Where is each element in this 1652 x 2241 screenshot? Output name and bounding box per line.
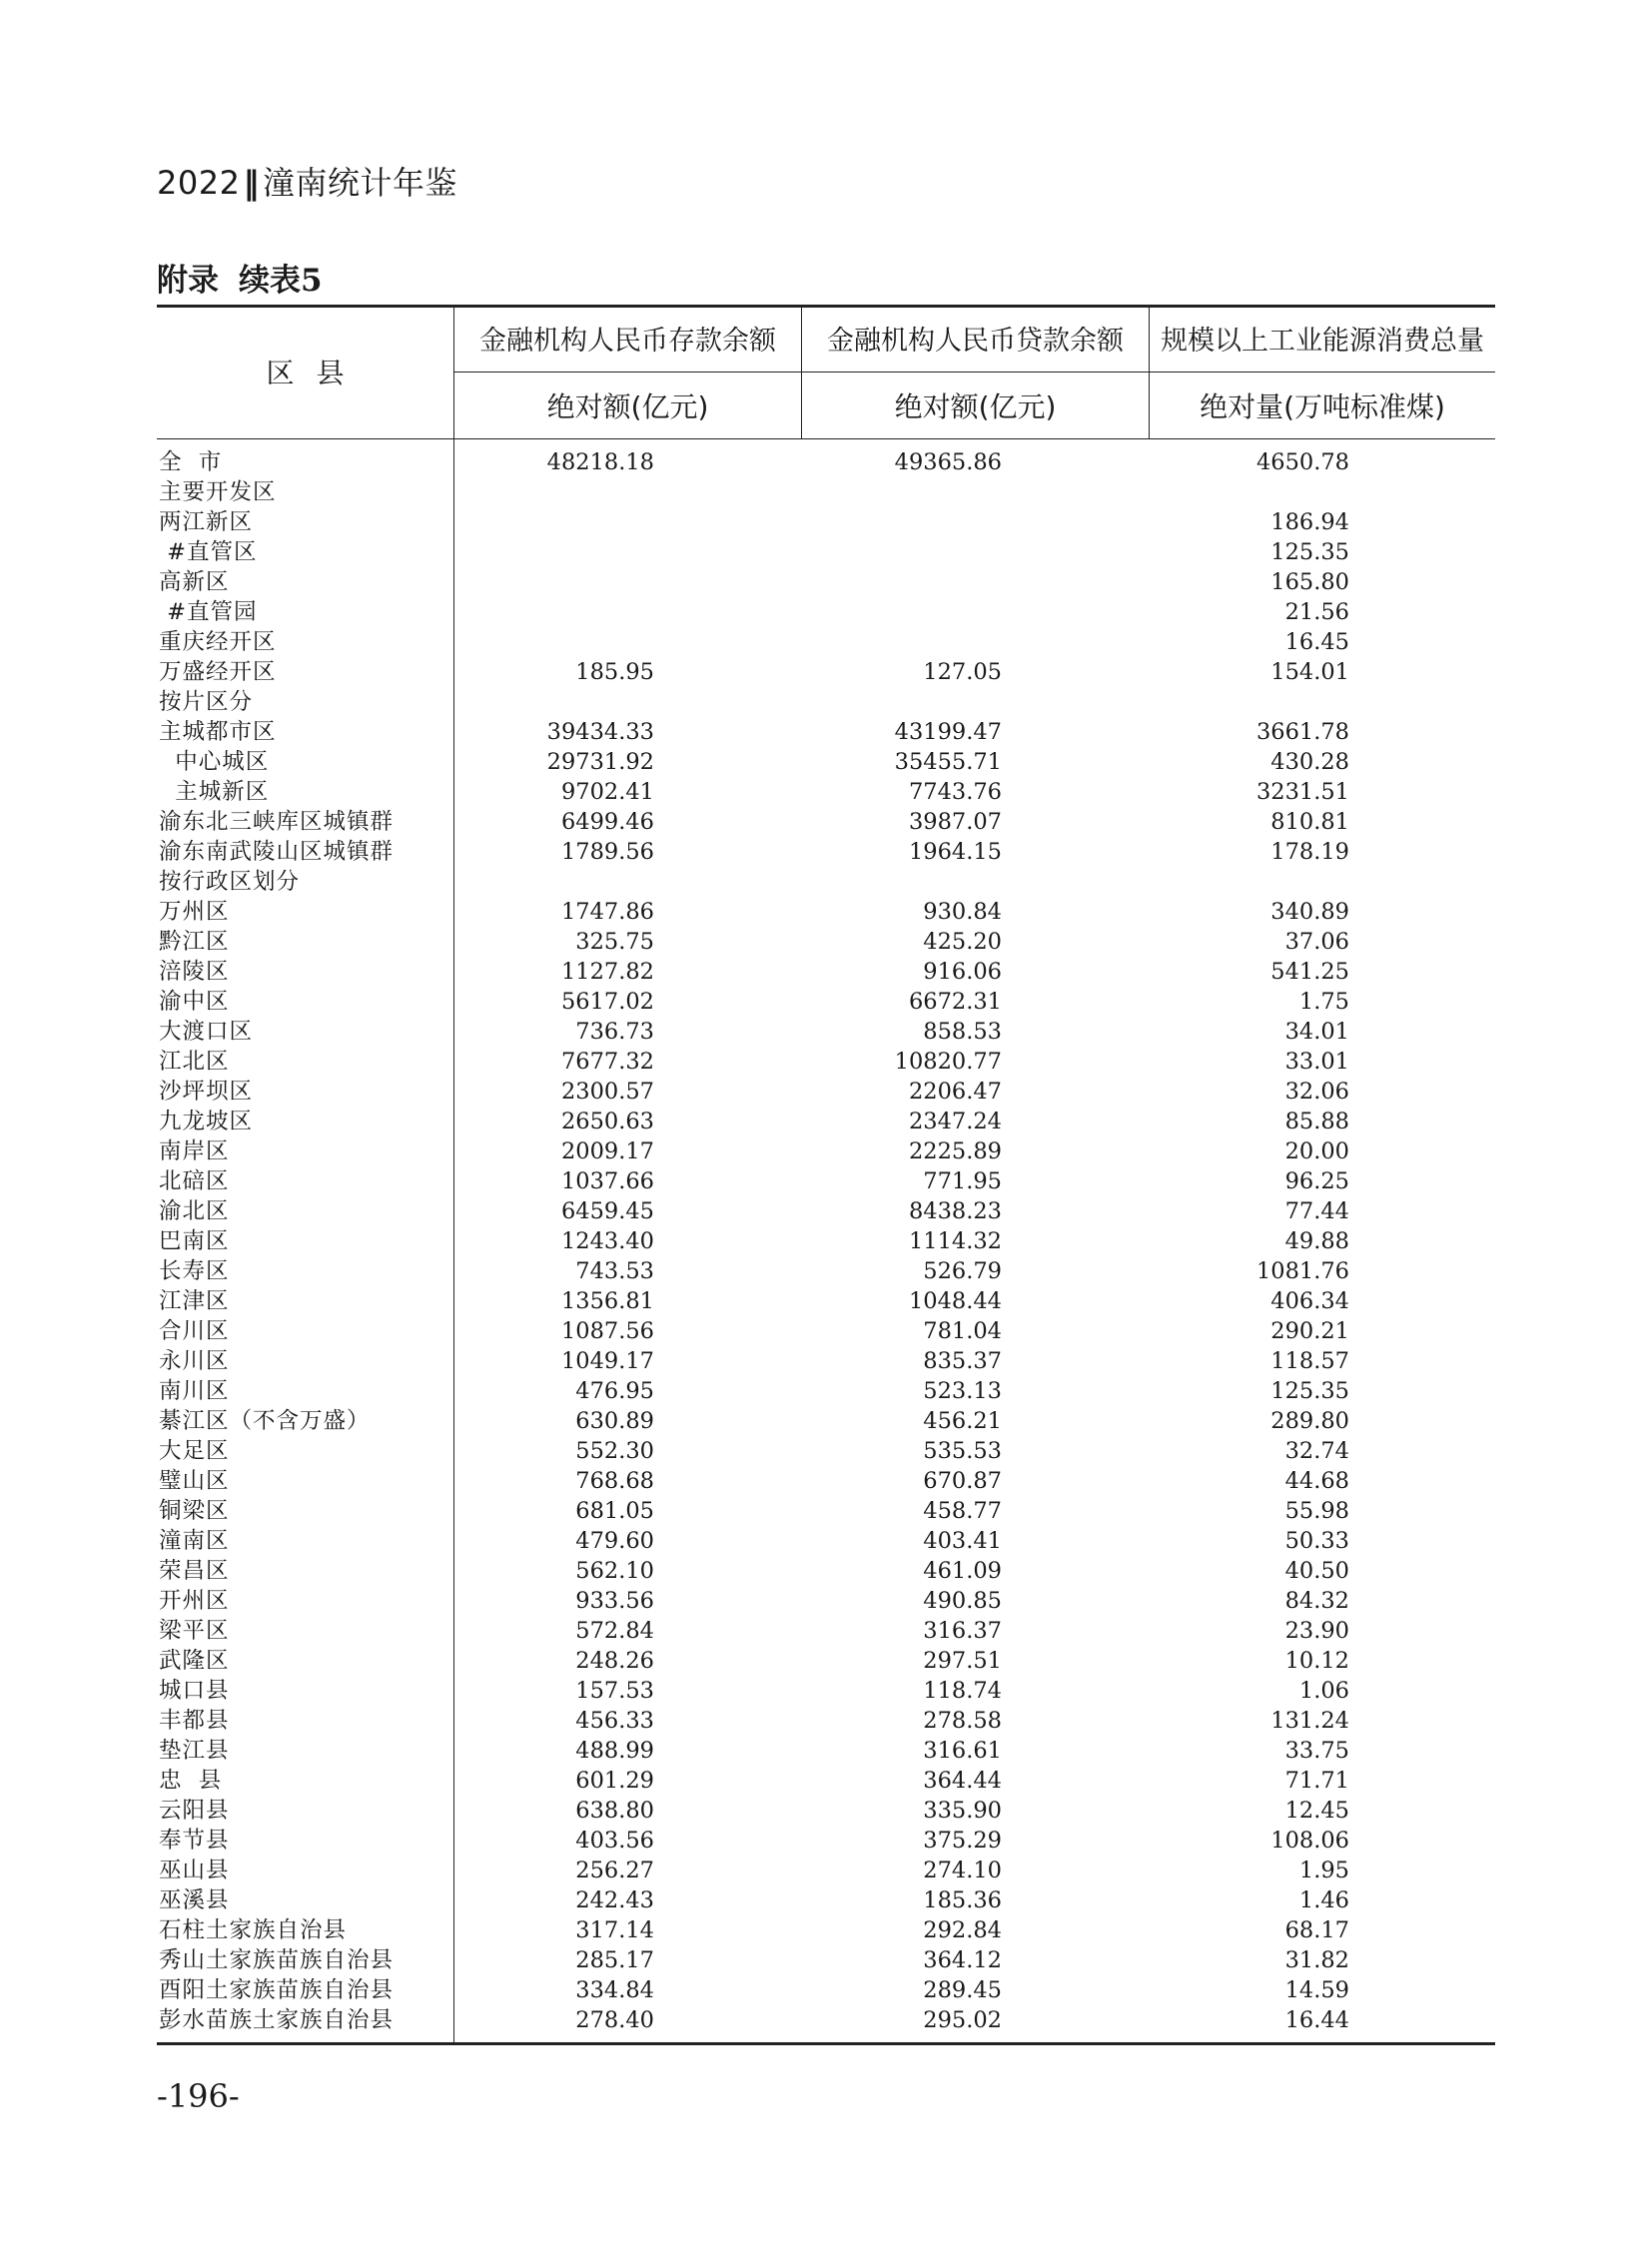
table-row: [157, 1136, 1495, 1166]
table-row: [157, 1316, 1495, 1346]
table-row: [157, 807, 1495, 837]
loan-value: 278.58: [923, 1708, 1002, 1734]
deposit-value: 6499.46: [560, 809, 654, 835]
loan-value: 2206.47: [908, 1079, 1002, 1105]
row-label: 永川区: [159, 1348, 230, 1374]
deposit-value: 562.10: [575, 1558, 654, 1584]
table-row: [157, 1047, 1495, 1077]
table-row: [157, 747, 1495, 777]
energy-value: 50.33: [1284, 1528, 1349, 1554]
row-label: 渝东北三峡库区城镇群: [159, 809, 395, 835]
loan-value: 297.51: [923, 1648, 1002, 1674]
row-label: 渝中区: [159, 989, 230, 1015]
row-label: 万盛经开区: [159, 659, 277, 685]
row-label: 巫山县: [159, 1858, 230, 1883]
loan-value: 835.37: [923, 1348, 1002, 1374]
deposit-value: 325.75: [575, 929, 654, 955]
energy-value: 186.94: [1270, 509, 1349, 535]
energy-value: 125.35: [1270, 1378, 1349, 1404]
deposit-value: 743.53: [575, 1258, 654, 1284]
row-label: 秀山土家族苗族自治县: [159, 1947, 395, 1973]
table-bottom-rule: [157, 2042, 1495, 2045]
row-label: 武隆区: [159, 1648, 230, 1674]
row-label: 重庆经开区: [159, 629, 277, 655]
loan-value: 43199.47: [894, 719, 1002, 745]
row-label: 主城新区: [159, 779, 270, 805]
deposit-value: 552.30: [575, 1438, 654, 1464]
deposit-value: 768.68: [575, 1468, 654, 1494]
deposit-value: 1087.56: [560, 1318, 654, 1344]
running-head-title: 潼南统计年鉴: [262, 164, 457, 202]
deposit-value: 601.29: [575, 1768, 654, 1794]
unit-header-energy: 绝对量(万吨标准煤): [1200, 389, 1445, 423]
energy-value: 108.06: [1270, 1828, 1349, 1854]
loan-value: 7743.76: [908, 779, 1002, 805]
row-label: 石柱土家族自治县: [159, 1917, 348, 1943]
energy-value: 14.59: [1284, 1977, 1349, 2003]
deposit-value: 7677.32: [560, 1049, 654, 1075]
deposit-value: 39434.33: [546, 719, 654, 745]
energy-value: 16.45: [1284, 629, 1349, 655]
table-row: [157, 1436, 1495, 1466]
table-row: [157, 627, 1495, 657]
deposit-value: 933.56: [575, 1588, 654, 1614]
page-number: -196-: [157, 2077, 240, 2115]
table-row: [157, 867, 1495, 897]
deposit-value: 5617.02: [560, 989, 654, 1015]
loan-value: 375.29: [923, 1828, 1002, 1854]
loan-value: 781.04: [923, 1318, 1002, 1344]
table-row: [157, 1496, 1495, 1526]
table-row: [157, 1107, 1495, 1136]
deposit-value: 1243.40: [560, 1228, 654, 1254]
table-title-main: 附录: [157, 263, 219, 299]
energy-value: 289.80: [1270, 1408, 1349, 1434]
deposit-value: 9702.41: [560, 779, 654, 805]
table-row: [157, 537, 1495, 567]
row-label: 垫江县: [159, 1738, 230, 1764]
row-label: 中心城区: [159, 749, 270, 775]
running-head-separator: ‖: [243, 164, 260, 202]
deposit-value: 2009.17: [560, 1138, 654, 1164]
deposit-value: 1356.81: [560, 1288, 654, 1314]
table-row: [157, 1796, 1495, 1826]
loan-value: 185.36: [923, 1887, 1002, 1913]
row-label: 按行政区划分: [159, 869, 301, 895]
loan-value: 292.84: [923, 1917, 1002, 1943]
table-row: [157, 1676, 1495, 1706]
table-row: [157, 1616, 1495, 1646]
deposit-value: 248.26: [575, 1648, 654, 1674]
loan-value: 364.44: [923, 1768, 1002, 1794]
row-label: 长寿区: [159, 1258, 230, 1284]
table-row: [157, 1915, 1495, 1945]
energy-value: 23.90: [1284, 1618, 1349, 1644]
loan-value: 8438.23: [908, 1198, 1002, 1224]
stub-header: 区县: [266, 357, 367, 389]
row-label: 荣昌区: [159, 1558, 230, 1584]
energy-value: 1.46: [1298, 1887, 1349, 1913]
table-row: [157, 1526, 1495, 1556]
row-label: 两江新区: [159, 509, 254, 535]
column-header-deposits: 金融机构人民币存款余额: [479, 326, 776, 357]
loan-value: 289.45: [923, 1977, 1002, 2003]
table-body: [157, 447, 1495, 2035]
loan-value: 535.53: [923, 1438, 1002, 1464]
table-row: [157, 1556, 1495, 1586]
row-label: 北碚区: [159, 1168, 230, 1194]
energy-value: 406.34: [1270, 1288, 1349, 1314]
row-label: 忠 县: [159, 1768, 223, 1794]
energy-value: 1.95: [1298, 1858, 1349, 1883]
table-row: [157, 1077, 1495, 1107]
loan-value: 6672.31: [908, 989, 1002, 1015]
deposit-value: 334.84: [575, 1977, 654, 2003]
energy-value: 4650.78: [1255, 449, 1349, 475]
energy-value: 1.06: [1298, 1678, 1349, 1704]
row-label: 璧山区: [159, 1468, 230, 1494]
energy-value: 33.01: [1284, 1049, 1349, 1075]
unit-header-loans: 绝对额(亿元): [894, 389, 1057, 423]
loan-value: 295.02: [923, 2007, 1002, 2033]
energy-value: 1.75: [1298, 989, 1349, 1015]
energy-value: 37.06: [1284, 929, 1349, 955]
deposit-value: 278.40: [575, 2007, 654, 2033]
table-row: [157, 1975, 1495, 2005]
row-label: 江津区: [159, 1288, 230, 1314]
energy-value: 340.89: [1270, 899, 1349, 925]
energy-value: 16.44: [1284, 2007, 1349, 2033]
energy-value: 154.01: [1270, 659, 1349, 685]
energy-value: 20.00: [1284, 1138, 1349, 1164]
row-label: 潼南区: [159, 1528, 230, 1554]
energy-value: 12.45: [1284, 1798, 1349, 1824]
deposit-value: 242.43: [575, 1887, 654, 1913]
energy-value: 84.32: [1284, 1588, 1349, 1614]
table-row: [157, 1945, 1495, 1975]
deposit-value: 317.14: [575, 1917, 654, 1943]
deposit-value: 736.73: [575, 1019, 654, 1045]
loan-value: 35455.71: [894, 749, 1002, 775]
row-label: 梁平区: [159, 1618, 230, 1644]
loan-value: 335.90: [923, 1798, 1002, 1824]
column-header-energy: 规模以上工业能源消费总量: [1161, 326, 1484, 357]
table-row: [157, 927, 1495, 957]
loan-value: 490.85: [923, 1588, 1002, 1614]
energy-value: 3661.78: [1255, 719, 1349, 745]
deposit-value: 256.27: [575, 1858, 654, 1883]
energy-value: 131.24: [1270, 1708, 1349, 1734]
loan-value: 456.21: [923, 1408, 1002, 1434]
table-title: [157, 255, 323, 300]
statistics-table: [157, 305, 1495, 2048]
table-row: [157, 1736, 1495, 1766]
loan-value: 930.84: [923, 899, 1002, 925]
deposit-value: 638.80: [575, 1798, 654, 1824]
loan-value: 1114.32: [908, 1228, 1002, 1254]
row-label: 南岸区: [159, 1138, 230, 1164]
row-label: 大足区: [159, 1438, 230, 1464]
table-title-sub: 续表5: [239, 263, 323, 299]
table-row: [157, 687, 1495, 717]
row-label: 酉阳土家族苗族自治县: [159, 1977, 395, 2003]
table-row: [157, 1286, 1495, 1316]
energy-value: 49.88: [1284, 1228, 1349, 1254]
table-row: [157, 1766, 1495, 1796]
table-row: [157, 507, 1495, 537]
energy-value: 125.35: [1270, 539, 1349, 565]
energy-value: 85.88: [1284, 1109, 1349, 1134]
loan-value: 916.06: [923, 959, 1002, 985]
deposit-value: 630.89: [575, 1408, 654, 1434]
row-label: 合川区: [159, 1318, 230, 1344]
row-label: 巫溪县: [159, 1887, 230, 1913]
table-row: [157, 1166, 1495, 1196]
energy-value: 34.01: [1284, 1019, 1349, 1045]
energy-value: 32.74: [1284, 1438, 1349, 1464]
energy-value: 430.28: [1270, 749, 1349, 775]
deposit-value: 29731.92: [546, 749, 654, 775]
loan-value: 2225.89: [908, 1138, 1002, 1164]
deposit-value: 476.95: [575, 1378, 654, 1404]
deposit-value: 185.95: [575, 659, 654, 685]
row-label: 大渡口区: [159, 1019, 254, 1045]
loan-value: 1964.15: [908, 839, 1002, 865]
table-row: [157, 567, 1495, 597]
deposit-value: 1049.17: [560, 1348, 654, 1374]
energy-value: 77.44: [1284, 1198, 1349, 1224]
table-row: [157, 477, 1495, 507]
deposit-value: 1127.82: [560, 959, 654, 985]
row-label: 沙坪坝区: [159, 1079, 254, 1105]
row-label: 主城都市区: [159, 719, 277, 745]
energy-value: 178.19: [1270, 839, 1349, 865]
deposit-value: 488.99: [575, 1738, 654, 1764]
table-row: [157, 1017, 1495, 1047]
deposit-value: 2650.63: [560, 1109, 654, 1134]
row-label: 全 市: [159, 449, 223, 475]
energy-value: 1081.76: [1255, 1258, 1349, 1284]
energy-value: 40.50: [1284, 1558, 1349, 1584]
row-label: 铜梁区: [159, 1498, 230, 1524]
loan-value: 771.95: [923, 1168, 1002, 1194]
deposit-value: 2300.57: [560, 1079, 654, 1105]
loan-value: 403.41: [923, 1528, 1002, 1554]
deposit-value: 572.84: [575, 1618, 654, 1644]
table-row: [157, 1706, 1495, 1736]
loan-value: 526.79: [923, 1258, 1002, 1284]
energy-value: 71.71: [1284, 1768, 1349, 1794]
loan-value: 425.20: [923, 929, 1002, 955]
energy-value: 3231.51: [1255, 779, 1349, 805]
energy-value: 810.81: [1270, 809, 1349, 835]
row-label: 主要开发区: [159, 479, 277, 505]
deposit-value: 403.56: [575, 1828, 654, 1854]
row-label: 巴南区: [159, 1228, 230, 1254]
loan-value: 364.12: [923, 1947, 1002, 1973]
running-head: [157, 158, 457, 204]
row-label: #直管园: [159, 599, 258, 625]
table-row: [157, 1856, 1495, 1885]
energy-value: 31.82: [1284, 1947, 1349, 1973]
deposit-value: 1789.56: [560, 839, 654, 865]
loan-value: 3987.07: [908, 809, 1002, 835]
row-label: 万州区: [159, 899, 230, 925]
table-row: [157, 1466, 1495, 1496]
running-head-year: 2022: [157, 164, 241, 202]
row-label: 按片区分: [159, 689, 254, 715]
row-label: 开州区: [159, 1588, 230, 1614]
table-row: [157, 1196, 1495, 1226]
table-row: [157, 837, 1495, 867]
table-row: [157, 1885, 1495, 1915]
loan-value: 858.53: [923, 1019, 1002, 1045]
deposit-value: 6459.45: [560, 1198, 654, 1224]
row-label: 渝东南武陵山区城镇群: [159, 839, 395, 865]
energy-value: 68.17: [1284, 1917, 1349, 1943]
loan-value: 461.09: [923, 1558, 1002, 1584]
energy-value: 32.06: [1284, 1079, 1349, 1105]
loan-value: 316.61: [923, 1738, 1002, 1764]
table-row: [157, 1586, 1495, 1616]
unit-header-deposits: 绝对额(亿元): [546, 389, 709, 423]
table-row: [157, 717, 1495, 747]
row-label: 南川区: [159, 1378, 230, 1404]
loan-value: 2347.24: [908, 1109, 1002, 1134]
energy-value: 44.68: [1284, 1468, 1349, 1494]
energy-value: 10.12: [1284, 1648, 1349, 1674]
loan-value: 1048.44: [908, 1288, 1002, 1314]
deposit-value: 1037.66: [560, 1168, 654, 1194]
deposit-value: 479.60: [575, 1528, 654, 1554]
energy-value: 165.80: [1270, 569, 1349, 595]
energy-value: 33.75: [1284, 1738, 1349, 1764]
row-label: 涪陵区: [159, 959, 230, 985]
deposit-value: 1747.86: [560, 899, 654, 925]
energy-value: 21.56: [1284, 599, 1349, 625]
table-row: [157, 657, 1495, 687]
deposit-value: 157.53: [575, 1678, 654, 1704]
table-row: [157, 1826, 1495, 1856]
row-label: 渝北区: [159, 1198, 230, 1224]
loan-value: 523.13: [923, 1378, 1002, 1404]
loan-value: 316.37: [923, 1618, 1002, 1644]
energy-value: 541.25: [1270, 959, 1349, 985]
table-row: [157, 1406, 1495, 1436]
row-label: 彭水苗族土家族自治县: [159, 2007, 395, 2033]
loan-value: 49365.86: [894, 449, 1002, 475]
row-label: 黔江区: [159, 929, 230, 955]
loan-value: 458.77: [923, 1498, 1002, 1524]
table-row: [157, 1376, 1495, 1406]
row-label: 綦江区（不含万盛）: [159, 1408, 371, 1434]
loan-value: 118.74: [923, 1678, 1002, 1704]
table-row: [157, 2005, 1495, 2035]
table-row: [157, 897, 1495, 927]
row-label: 丰都县: [159, 1708, 230, 1734]
loan-value: 670.87: [923, 1468, 1002, 1494]
energy-value: 55.98: [1284, 1498, 1349, 1524]
loan-value: 274.10: [923, 1858, 1002, 1883]
deposit-value: 681.05: [575, 1498, 654, 1524]
table-row: [157, 1646, 1495, 1676]
table-row: [157, 1226, 1495, 1256]
table-row: [157, 597, 1495, 627]
deposit-value: 48218.18: [546, 449, 654, 475]
table-row: [157, 987, 1495, 1017]
table-row: [157, 777, 1495, 807]
deposit-value: 456.33: [575, 1708, 654, 1734]
row-label: 江北区: [159, 1049, 230, 1075]
table-header-rule: [157, 438, 1495, 439]
table-row: [157, 1256, 1495, 1286]
energy-value: 118.57: [1270, 1348, 1349, 1374]
row-label: 云阳县: [159, 1798, 230, 1824]
column-header-loans: 金融机构人民币贷款余额: [827, 326, 1124, 357]
table-row: [157, 447, 1495, 477]
loan-value: 10820.77: [894, 1049, 1002, 1075]
row-label: 城口县: [159, 1678, 230, 1704]
table-row: [157, 957, 1495, 987]
energy-value: 290.21: [1270, 1318, 1349, 1344]
loan-value: 127.05: [923, 659, 1002, 685]
energy-value: 96.25: [1284, 1168, 1349, 1194]
row-label: 高新区: [159, 569, 230, 595]
row-label: #直管区: [159, 539, 258, 565]
deposit-value: 285.17: [575, 1947, 654, 1973]
row-label: 九龙坡区: [159, 1109, 254, 1134]
row-label: 奉节县: [159, 1828, 230, 1854]
table-row: [157, 1346, 1495, 1376]
